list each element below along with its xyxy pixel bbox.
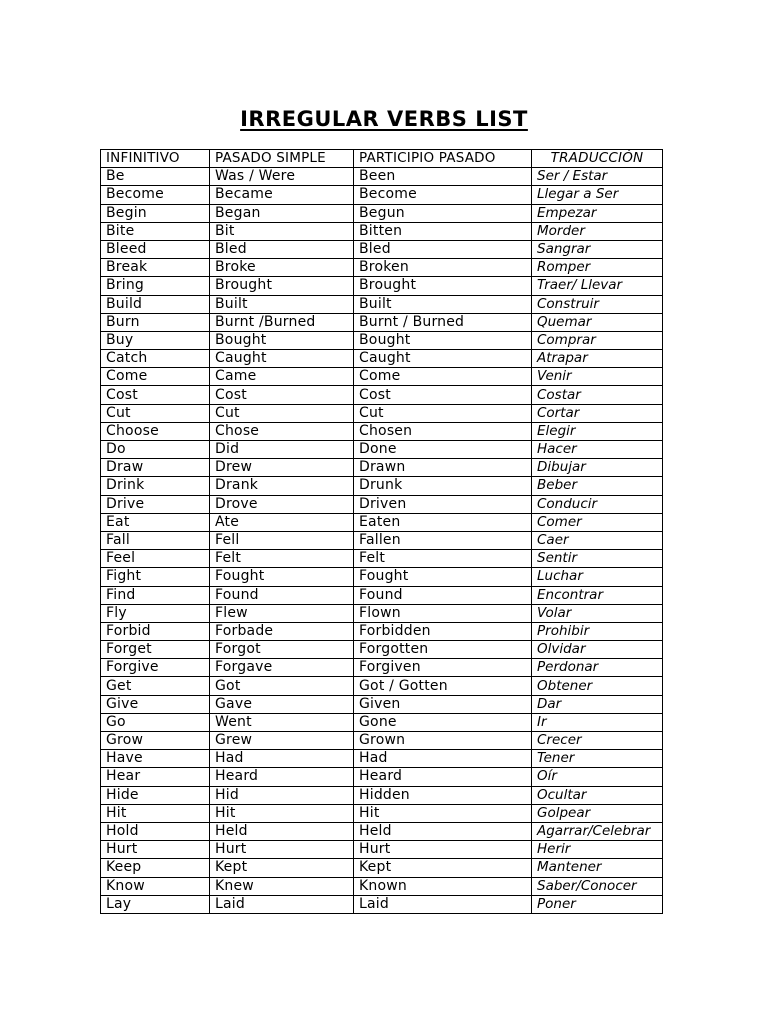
past-simple-cell: Came <box>210 368 354 386</box>
past-participle-cell: Hidden <box>354 786 532 804</box>
past-simple-cell: Drank <box>210 477 354 495</box>
translation-cell: Beber <box>532 477 663 495</box>
translation-cell: Prohibir <box>532 622 663 640</box>
past-participle-cell: Hit <box>354 804 532 822</box>
infinitive-cell: Have <box>101 750 210 768</box>
translation-cell: Obtener <box>532 677 663 695</box>
past-participle-cell: Given <box>354 695 532 713</box>
translation-cell: Dibujar <box>532 459 663 477</box>
past-participle-cell: Eaten <box>354 513 532 531</box>
past-participle-cell: Broken <box>354 259 532 277</box>
past-simple-cell: Got <box>210 677 354 695</box>
infinitive-cell: Bleed <box>101 240 210 258</box>
table-row <box>101 422 663 440</box>
past-participle-cell: Hurt <box>354 841 532 859</box>
table-row <box>101 768 663 786</box>
page-title: IRREGULAR VERBS LIST <box>240 107 528 131</box>
table-row <box>101 459 663 477</box>
infinitive-cell: Give <box>101 695 210 713</box>
translation-cell: Llegar a Ser <box>532 186 663 204</box>
table-row <box>101 750 663 768</box>
table-row <box>101 622 663 640</box>
translation-cell: Morder <box>532 222 663 240</box>
table-row <box>101 859 663 877</box>
infinitive-cell: Catch <box>101 350 210 368</box>
translation-cell: Luchar <box>532 568 663 586</box>
table-row <box>101 313 663 331</box>
translation-cell: Romper <box>532 259 663 277</box>
translation-cell: Dar <box>532 695 663 713</box>
past-participle-cell: Built <box>354 295 532 313</box>
past-simple-cell: Brought <box>210 277 354 295</box>
table-row <box>101 786 663 804</box>
past-participle-cell: Had <box>354 750 532 768</box>
translation-cell: Perdonar <box>532 659 663 677</box>
infinitive-cell: Find <box>101 586 210 604</box>
past-participle-cell: Forgotten <box>354 641 532 659</box>
infinitive-cell: Get <box>101 677 210 695</box>
past-participle-cell: Grown <box>354 732 532 750</box>
translation-cell: Encontrar <box>532 586 663 604</box>
past-simple-cell: Ate <box>210 513 354 531</box>
infinitive-cell: Buy <box>101 331 210 349</box>
table-row <box>101 659 663 677</box>
infinitive-cell: Forget <box>101 641 210 659</box>
table-row <box>101 586 663 604</box>
translation-cell: Hacer <box>532 441 663 459</box>
past-simple-cell: Forgot <box>210 641 354 659</box>
translation-cell: Poner <box>532 895 663 913</box>
translation-cell: Crecer <box>532 732 663 750</box>
translation-cell: Caer <box>532 531 663 549</box>
past-simple-cell: Built <box>210 295 354 313</box>
table-header-row <box>101 150 663 168</box>
translation-cell: Cortar <box>532 404 663 422</box>
past-simple-cell: Flew <box>210 604 354 622</box>
past-simple-cell: Broke <box>210 259 354 277</box>
past-participle-cell: Laid <box>354 895 532 913</box>
header-infinitivo: INFINITIVO <box>101 150 210 168</box>
translation-cell: Ser / Estar <box>532 168 663 186</box>
table-row <box>101 186 663 204</box>
translation-cell: Sentir <box>532 550 663 568</box>
table-row <box>101 441 663 459</box>
past-simple-cell: Gave <box>210 695 354 713</box>
table-row <box>101 168 663 186</box>
table-row <box>101 877 663 895</box>
table-row <box>101 513 663 531</box>
past-simple-cell: Burnt /Burned <box>210 313 354 331</box>
translation-cell: Construir <box>532 295 663 313</box>
past-simple-cell: Was / Were <box>210 168 354 186</box>
past-simple-cell: Forbade <box>210 622 354 640</box>
past-simple-cell: Became <box>210 186 354 204</box>
table-row <box>101 477 663 495</box>
translation-cell: Quemar <box>532 313 663 331</box>
past-simple-cell: Grew <box>210 732 354 750</box>
table-row <box>101 713 663 731</box>
infinitive-cell: Bring <box>101 277 210 295</box>
past-participle-cell: Known <box>354 877 532 895</box>
past-simple-cell: Did <box>210 441 354 459</box>
table-row <box>101 568 663 586</box>
infinitive-cell: Draw <box>101 459 210 477</box>
past-simple-cell: Began <box>210 204 354 222</box>
table-row <box>101 368 663 386</box>
past-simple-cell: Held <box>210 822 354 840</box>
header-participio-pasado: PARTICIPIO PASADO <box>354 150 532 168</box>
past-participle-cell: Brought <box>354 277 532 295</box>
past-participle-cell: Cost <box>354 386 532 404</box>
past-participle-cell: Drunk <box>354 477 532 495</box>
infinitive-cell: Grow <box>101 732 210 750</box>
infinitive-cell: Eat <box>101 513 210 531</box>
past-simple-cell: Caught <box>210 350 354 368</box>
past-simple-cell: Chose <box>210 422 354 440</box>
translation-cell: Venir <box>532 368 663 386</box>
translation-cell: Herir <box>532 841 663 859</box>
past-simple-cell: Drove <box>210 495 354 513</box>
table-row <box>101 331 663 349</box>
past-participle-cell: Bitten <box>354 222 532 240</box>
table-body <box>101 168 663 914</box>
past-participle-cell: Begun <box>354 204 532 222</box>
past-simple-cell: Bled <box>210 240 354 258</box>
infinitive-cell: Hit <box>101 804 210 822</box>
past-participle-cell: Found <box>354 586 532 604</box>
table-row <box>101 350 663 368</box>
translation-cell: Tener <box>532 750 663 768</box>
infinitive-cell: Keep <box>101 859 210 877</box>
past-simple-cell: Bought <box>210 331 354 349</box>
past-simple-cell: Knew <box>210 877 354 895</box>
past-simple-cell: Fought <box>210 568 354 586</box>
past-participle-cell: Become <box>354 186 532 204</box>
table-row <box>101 259 663 277</box>
past-simple-cell: Hurt <box>210 841 354 859</box>
irregular-verbs-table <box>100 149 663 914</box>
infinitive-cell: Be <box>101 168 210 186</box>
past-participle-cell: Kept <box>354 859 532 877</box>
infinitive-cell: Feel <box>101 550 210 568</box>
table-row <box>101 240 663 258</box>
past-simple-cell: Laid <box>210 895 354 913</box>
infinitive-cell: Know <box>101 877 210 895</box>
table-row <box>101 295 663 313</box>
infinitive-cell: Hear <box>101 768 210 786</box>
translation-cell: Empezar <box>532 204 663 222</box>
past-participle-cell: Forgiven <box>354 659 532 677</box>
infinitive-cell: Build <box>101 295 210 313</box>
past-participle-cell: Felt <box>354 550 532 568</box>
translation-cell: Conducir <box>532 495 663 513</box>
infinitive-cell: Fight <box>101 568 210 586</box>
past-participle-cell: Bought <box>354 331 532 349</box>
past-participle-cell: Heard <box>354 768 532 786</box>
past-simple-cell: Hid <box>210 786 354 804</box>
translation-cell: Mantener <box>532 859 663 877</box>
infinitive-cell: Drive <box>101 495 210 513</box>
infinitive-cell: Lay <box>101 895 210 913</box>
translation-cell: Oír <box>532 768 663 786</box>
infinitive-cell: Cost <box>101 386 210 404</box>
infinitive-cell: Choose <box>101 422 210 440</box>
past-participle-cell: Been <box>354 168 532 186</box>
table-row <box>101 841 663 859</box>
past-simple-cell: Cost <box>210 386 354 404</box>
table-row <box>101 732 663 750</box>
translation-cell: Volar <box>532 604 663 622</box>
past-participle-cell: Caught <box>354 350 532 368</box>
table-row <box>101 550 663 568</box>
past-simple-cell: Fell <box>210 531 354 549</box>
infinitive-cell: Hide <box>101 786 210 804</box>
past-simple-cell: Cut <box>210 404 354 422</box>
past-simple-cell: Found <box>210 586 354 604</box>
past-simple-cell: Felt <box>210 550 354 568</box>
table-row <box>101 404 663 422</box>
past-participle-cell: Gone <box>354 713 532 731</box>
past-simple-cell: Bit <box>210 222 354 240</box>
infinitive-cell: Become <box>101 186 210 204</box>
translation-cell: Agarrar/Celebrar <box>532 822 663 840</box>
past-simple-cell: Hit <box>210 804 354 822</box>
infinitive-cell: Cut <box>101 404 210 422</box>
header-pasado-simple: PASADO SIMPLE <box>210 150 354 168</box>
past-participle-cell: Cut <box>354 404 532 422</box>
infinitive-cell: Fall <box>101 531 210 549</box>
table-row <box>101 495 663 513</box>
translation-cell: Comprar <box>532 331 663 349</box>
infinitive-cell: Forgive <box>101 659 210 677</box>
translation-cell: Atrapar <box>532 350 663 368</box>
translation-cell: Ir <box>532 713 663 731</box>
infinitive-cell: Break <box>101 259 210 277</box>
past-participle-cell: Got / Gotten <box>354 677 532 695</box>
table-row <box>101 804 663 822</box>
infinitive-cell: Begin <box>101 204 210 222</box>
past-participle-cell: Bled <box>354 240 532 258</box>
translation-cell: Golpear <box>532 804 663 822</box>
translation-cell: Saber/Conocer <box>532 877 663 895</box>
past-participle-cell: Forbidden <box>354 622 532 640</box>
infinitive-cell: Drink <box>101 477 210 495</box>
past-participle-cell: Fought <box>354 568 532 586</box>
translation-cell: Comer <box>532 513 663 531</box>
infinitive-cell: Fly <box>101 604 210 622</box>
past-participle-cell: Fallen <box>354 531 532 549</box>
header-traduccion: TRADUCCIÓN <box>532 150 663 168</box>
table-row <box>101 604 663 622</box>
table-row <box>101 222 663 240</box>
table-row <box>101 677 663 695</box>
past-simple-cell: Drew <box>210 459 354 477</box>
infinitive-cell: Hurt <box>101 841 210 859</box>
table-row <box>101 822 663 840</box>
infinitive-cell: Come <box>101 368 210 386</box>
translation-cell: Costar <box>532 386 663 404</box>
infinitive-cell: Do <box>101 441 210 459</box>
infinitive-cell: Forbid <box>101 622 210 640</box>
infinitive-cell: Go <box>101 713 210 731</box>
past-participle-cell: Held <box>354 822 532 840</box>
translation-cell: Traer/ Llevar <box>532 277 663 295</box>
infinitive-cell: Burn <box>101 313 210 331</box>
past-participle-cell: Driven <box>354 495 532 513</box>
translation-cell: Sangrar <box>532 240 663 258</box>
past-simple-cell: Kept <box>210 859 354 877</box>
past-participle-cell: Flown <box>354 604 532 622</box>
translation-cell: Olvidar <box>532 641 663 659</box>
past-participle-cell: Chosen <box>354 422 532 440</box>
past-simple-cell: Went <box>210 713 354 731</box>
past-participle-cell: Come <box>354 368 532 386</box>
table-row <box>101 695 663 713</box>
table-row <box>101 531 663 549</box>
table-row <box>101 641 663 659</box>
past-simple-cell: Heard <box>210 768 354 786</box>
past-participle-cell: Drawn <box>354 459 532 477</box>
infinitive-cell: Hold <box>101 822 210 840</box>
past-participle-cell: Burnt / Burned <box>354 313 532 331</box>
translation-cell: Ocultar <box>532 786 663 804</box>
table-row <box>101 277 663 295</box>
table-row <box>101 895 663 913</box>
infinitive-cell: Bite <box>101 222 210 240</box>
translation-cell: Elegir <box>532 422 663 440</box>
past-simple-cell: Had <box>210 750 354 768</box>
past-participle-cell: Done <box>354 441 532 459</box>
past-simple-cell: Forgave <box>210 659 354 677</box>
table-row <box>101 386 663 404</box>
table-row <box>101 204 663 222</box>
